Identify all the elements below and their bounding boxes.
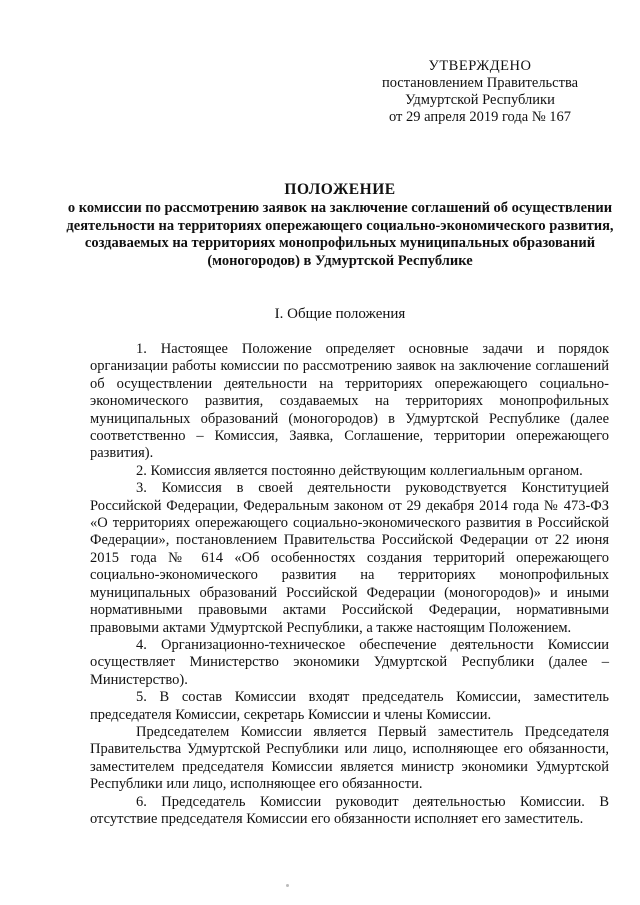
paragraph: 2. Комиссия является постоянно действующим коллегиальным органом. <box>136 462 583 479</box>
paragraph: 6. Председатель Комиссии руководит деятельностью Комиссии. В отсутствие председателя Комиссии его обязанности исполняет его заместитель. <box>90 793 609 827</box>
paragraph: 3. Комиссия в своей деятельности руководствуется Конституцией Российской Федерации, Федеральным законом от 29 декабря 2014 года № 473-ФЗ «О территориях опережающего социально-экономического развития в Российской Федерации», постановлением Правительства Российской Федерации от 22 июня 2015 года № 614 «Об особенностях создания территорий опережающего социально-экономического развития на территориях монопрофильных муниципальных образований Российской Федерации (моногородов)» и иными нормативными правовыми актами Российской Федерации, нормативными правовыми актами Удмуртской Республики, а также настоящим Положением. <box>90 480 609 636</box>
paragraph: 5. В состав Комиссии входят председатель Комиссии, заместитель председателя Комиссии, секретарь Комиссии и члены Комиссии. <box>90 689 609 723</box>
approval-line: от 29 апреля 2019 года № 167 <box>388 109 572 125</box>
paragraph: 4. Организационно-техническое обеспечение деятельности Комиссии осуществляет Министерство экономики Удмуртской Республики (далее – Министерство). <box>90 636 609 688</box>
document-heading <box>60 180 620 270</box>
paragraph: Председателем Комиссии является Первый заместитель Председателя Правительства Удмуртской Республики или лицо, исполняющее его обязанности, заместителем председателя Комиссии является министр экономики Удмуртской Республики или лицо, исполняющее его обязанности. <box>90 723 609 793</box>
approval-title: УТВЕРЖДЕНО <box>428 58 532 74</box>
section-title: I. Общие положения <box>274 306 406 322</box>
approval-line: постановлением Правительства <box>381 75 579 91</box>
paragraph: 1. Настоящее Положение определяет основные задачи и порядок организации работы комиссии по рассмотрению заявок на заключение соглашений об осуществлении деятельности на территориях опережающего социально-экономического развития, создаваемых на территориях монопрофильных муниципальных образований (моногородов) в Удмуртской Республике (далее соответственно – Комиссия, Заявка, Соглашение, территории опережающего развития). <box>90 341 609 462</box>
page-mark <box>286 884 289 887</box>
approval-line: Удмуртской Республики <box>405 92 555 108</box>
document-body <box>90 341 609 828</box>
document-subtitle: о комиссии по рассмотрению заявок на заключение соглашений об осуществлении деятельности на территориях опережающего социально-экономического развития, создаваемых на территориях монопрофильных муниципальных образований (моногородов) в Удмуртской Республике <box>66 200 614 269</box>
approval-block <box>370 58 590 126</box>
document-title: ПОЛОЖЕНИЕ <box>284 181 396 198</box>
